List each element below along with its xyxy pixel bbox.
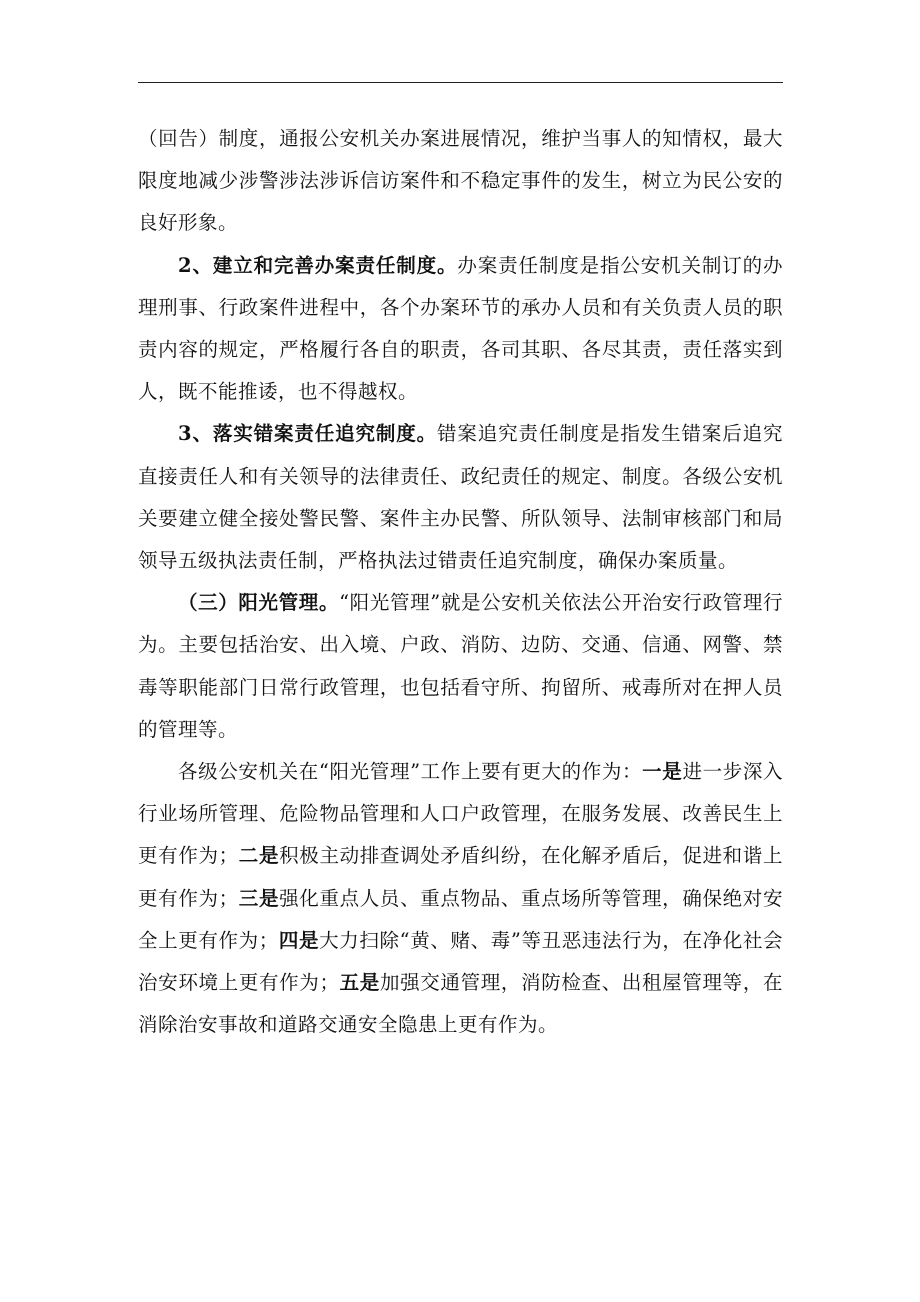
paragraph-1-text: （回告）制度，通报公安机关办案进展情况，维护当事人的知情权，最大限度地减少涉警涉法涉诉信访案件和不稳定事件的发生，树立为民公安的良好形象。	[138, 127, 783, 235]
item-5-label: 五是	[339, 971, 380, 995]
item-3-text: 强化重点人员、重点物品、重点场所等管理，确保绝对安全上更有作为；	[138, 886, 783, 952]
paragraph-4-text: “阳光管理”就是公安机关依法公开治安行政管理行为。主要包括治安、出入境、户政、消防、边防、交通、信通、网警、禁毒等职能部门日常行政管理，也包括看守所、拘留所、戒毒所对在押人员的管理等。	[138, 591, 783, 741]
item-4-label: 四是	[278, 928, 320, 952]
paragraph-3-text: 错案追究责任制度是指发生错案后追究直接责任人和有关领导的法律责任、政纪责任的规定、制度。各级公安机关要建立健全接处警民警、案件主办民警、所队领导、法制审核部门和局领导五级执法责任制，严格执法过错责任追究制度，确保办案质量。	[138, 422, 783, 573]
paragraph-3-heading: 3、落实错案责任追究制度。	[178, 422, 437, 446]
item-3-label: 三是	[238, 886, 280, 910]
paragraph-1	[138, 118, 783, 245]
item-2-label: 二是	[238, 844, 280, 868]
header-rule	[138, 82, 783, 83]
paragraph-4-heading: （三）阳光管理。	[178, 591, 340, 615]
paragraph-3	[138, 413, 783, 582]
paragraph-2-text: 办案责任制度是指公安机关制订的办理刑事、行政案件进程中，各个办案环节的承办人员和有关负责人员的职责内容的规定，严格履行各自的职责，各司其职、各尽其责，责任落实到人，既不能推诿，也不得越权。	[138, 253, 783, 404]
item-1-text: 进一步深入行业场所管理、危险物品管理和人口户政管理，在服务发展、改善民生上更有作为；	[138, 760, 783, 868]
paragraph-2	[138, 245, 783, 414]
item-5-text: 加强交通管理，消防检查、出租屋管理等，在消除治安事故和道路交通安全隐患上更有作为。	[138, 971, 783, 1037]
item-1-label: 一是	[642, 760, 683, 784]
paragraph-5	[138, 751, 783, 1046]
document-body	[138, 118, 783, 1046]
paragraph-4	[138, 582, 783, 751]
item-4-text: 大力扫除“黄、赌、毒”等丑恶违法行为，在净化社会治安环境上更有作为；	[138, 928, 783, 995]
paragraph-2-heading: 2、建立和完善办案责任制度。	[178, 253, 458, 277]
paragraph-5-intro: 各级公安机关在“阳光管理”工作上要有更大的作为：	[178, 760, 643, 784]
item-2-text: 积极主动排查调处矛盾纠纷，在化解矛盾后，促进和谐上更有作为；	[138, 844, 783, 910]
